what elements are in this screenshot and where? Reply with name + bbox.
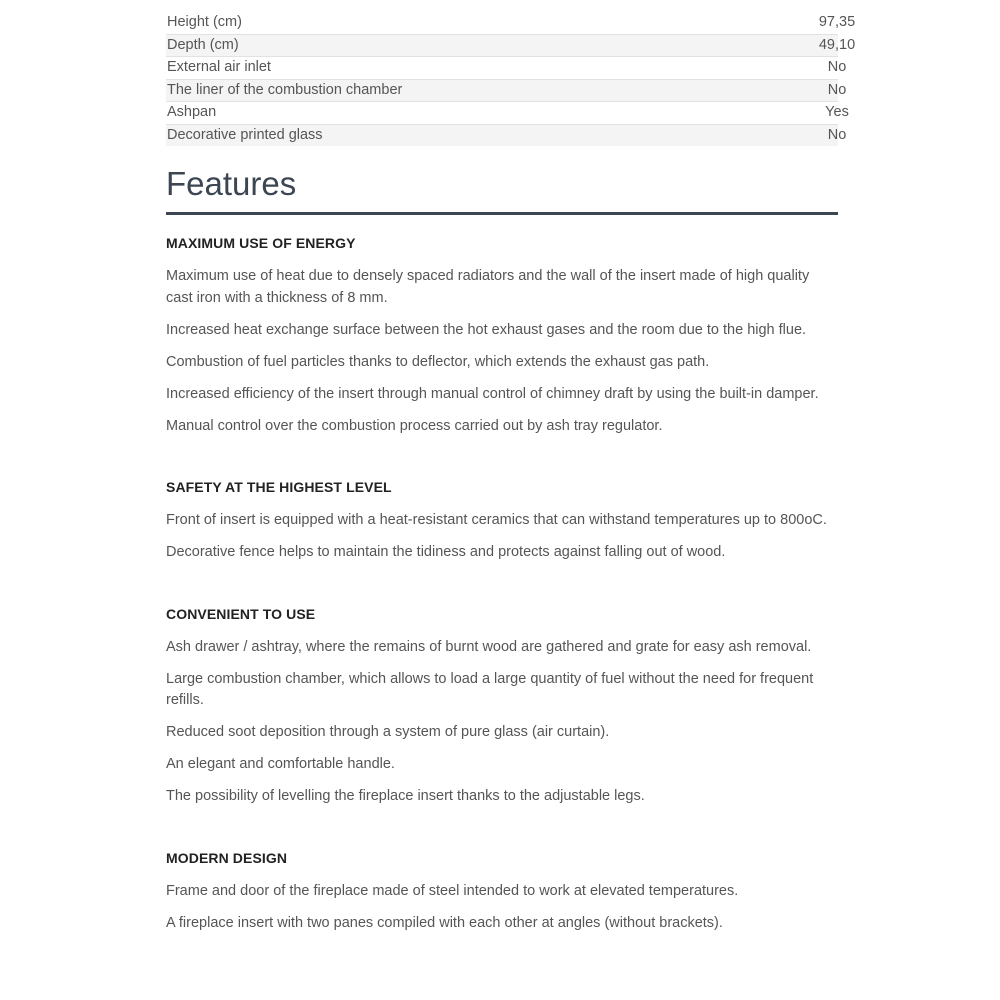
feature-paragraph: A fireplace insert with two panes compiled with each other at angles (without brackets).: [166, 914, 723, 931]
table-row: [166, 102, 838, 125]
features-sections: [166, 235, 838, 934]
feature-section: [166, 235, 838, 437]
spec-label: Height (cm): [166, 12, 501, 34]
spec-value: Yes: [825, 104, 849, 120]
feature-paragraph: Ash drawer / ashtray, where the remains of burnt wood are gathered and grate for easy ash removal.: [166, 638, 812, 655]
feature-paragraph: The possibility of levelling the fireplace insert thanks to the adjustable legs.: [166, 788, 645, 804]
spec-label: Depth (cm): [166, 34, 501, 57]
table-row: [166, 12, 838, 34]
section-title: SAFETY AT THE HIGHEST LEVEL: [166, 479, 392, 495]
section-title: CONVENIENT TO USE: [166, 605, 316, 622]
feature-paragraph: Maximum use of heat due to densely spaced radiators and the wall of the insert made of high quality cast iron with a thickness of 8 mm.: [166, 268, 810, 306]
feature-paragraph: Reduced soot deposition through a system of pure glass (air curtain).: [166, 724, 610, 740]
spec-label: External air inlet: [166, 57, 501, 80]
feature-section: [166, 479, 838, 564]
feature-paragraph: Frame and door of the fireplace made of steel intended to work at elevated temperatures.: [166, 882, 739, 899]
spec-value: No: [827, 126, 847, 143]
feature-paragraph: Large combustion chamber, which allows to load a large quantity of fuel without the need for frequent refills.: [166, 670, 814, 708]
feature-paragraph: Increased heat exchange surface between the hot exhaust gases and the room due to the high flue.: [166, 321, 807, 338]
feature-paragraph: Manual control over the combustion process carried out by ash tray regulator.: [166, 417, 663, 434]
product-content: [166, 12, 856, 934]
table-row: [166, 57, 838, 80]
spec-table: [166, 12, 856, 146]
feature-section: [166, 606, 838, 808]
feature-paragraph: Decorative fence helps to maintain the tidiness and protects against falling out of wood.: [166, 544, 726, 560]
table-row: [166, 124, 838, 146]
table-row: [166, 34, 838, 57]
feature-paragraph: Combustion of fuel particles thanks to deflector, which extends the exhaust gas path.: [166, 353, 710, 370]
table-row: [166, 79, 838, 102]
feature-paragraph: Front of insert is equipped with a heat-resistant ceramics that can withstand temperatures up to 800oC.: [166, 512, 827, 528]
spec-label: Decorative printed glass: [166, 124, 501, 146]
feature-paragraph: An elegant and comfortable handle.: [166, 756, 395, 772]
spec-value: 49,10: [818, 36, 856, 53]
spec-label: Ashpan: [166, 102, 501, 125]
section-title: MAXIMUM USE OF ENERGY: [166, 235, 356, 251]
features-heading: Features: [166, 164, 838, 215]
feature-section: [166, 850, 838, 935]
section-title: MODERN DESIGN: [166, 849, 288, 866]
spec-value: 97,35: [818, 14, 856, 30]
spec-value: No: [827, 81, 847, 98]
feature-paragraph: Increased efficiency of the insert through manual control of chimney draft by using the built-in damper.: [166, 385, 819, 402]
spec-label: The liner of the combustion chamber: [166, 79, 501, 102]
spec-value: No: [827, 59, 847, 75]
